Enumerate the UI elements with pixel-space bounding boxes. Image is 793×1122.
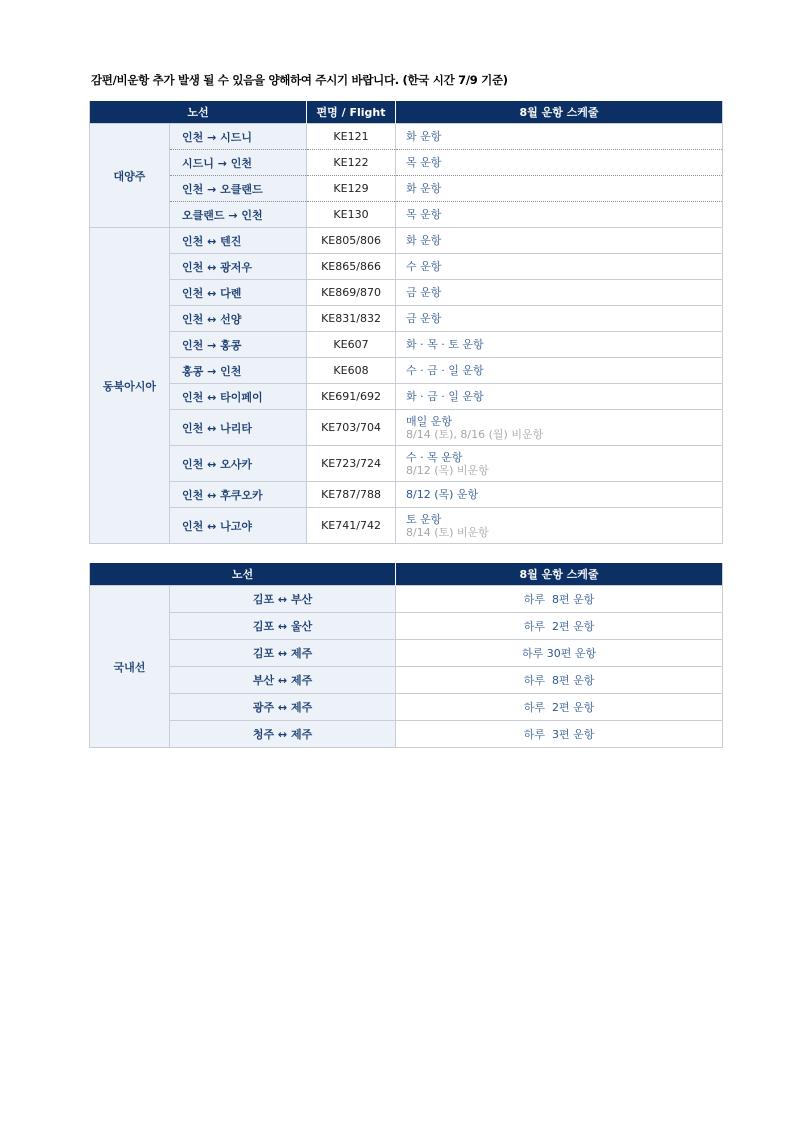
schedule-text: 수 운항 <box>406 260 442 273</box>
region-cell: 동북아시아 <box>90 228 170 544</box>
domestic-header-schedule: 8월 운항 스케줄 <box>396 563 723 586</box>
route-cell: 인천 ↔ 텐진 <box>170 228 307 254</box>
flight-number-cell: KE691/692 <box>307 384 396 410</box>
table-row <box>90 640 723 667</box>
schedule-text: 금 운항 <box>406 286 442 299</box>
flight-number-cell: KE741/742 <box>307 508 396 544</box>
route-cell: 인천 → 홍콩 <box>170 332 307 358</box>
flight-number-cell: KE831/832 <box>307 306 396 332</box>
schedule-cell <box>396 306 723 332</box>
route-cell: 김포 ↔ 제주 <box>170 640 396 667</box>
flight-number-cell: KE869/870 <box>307 280 396 306</box>
route-cell: 인천 ↔ 타이페이 <box>170 384 307 410</box>
header-route: 노선 <box>90 101 307 124</box>
route-cell: 부산 ↔ 제주 <box>170 667 396 694</box>
flight-number-cell: KE607 <box>307 332 396 358</box>
table-row <box>90 586 723 613</box>
schedule-cell <box>396 150 723 176</box>
flight-number-cell: KE129 <box>307 176 396 202</box>
schedule-note: 8/12 (목) 비운항 <box>406 463 489 477</box>
table-row <box>90 482 723 508</box>
table-row <box>90 410 723 446</box>
schedule-text: 토 운항 <box>406 512 442 526</box>
route-cell: 김포 ↔ 울산 <box>170 613 396 640</box>
route-cell: 청주 ↔ 제주 <box>170 721 396 748</box>
notice-text: 감편/비운항 추가 발생 될 수 있음을 양해하여 주시기 바랍니다. (한국 시간 7/9 기준) <box>91 73 508 87</box>
schedule-cell <box>396 482 723 508</box>
schedule-text: 목 운항 <box>406 156 442 169</box>
schedule-cell <box>396 176 723 202</box>
table-row <box>90 176 723 202</box>
flight-number-cell: KE121 <box>307 124 396 150</box>
route-cell: 홍콩 → 인천 <box>170 358 307 384</box>
schedule-text: 화 운항 <box>406 130 442 143</box>
schedule-text: 목 운항 <box>406 208 442 221</box>
schedule-text: 화 운항 <box>406 234 442 247</box>
schedule-cell <box>396 358 723 384</box>
header-schedule: 8월 운항 스케줄 <box>396 101 723 124</box>
schedule-text: 수 · 목 운항 <box>406 450 463 464</box>
schedule-cell <box>396 508 723 544</box>
table-row <box>90 613 723 640</box>
table-row <box>90 124 723 150</box>
schedule-text: 화 · 금 · 일 운항 <box>406 390 484 403</box>
schedule-cell: 하루 2편 운항 <box>396 613 723 640</box>
flight-number-cell: KE703/704 <box>307 410 396 446</box>
schedule-cell: 하루 8편 운항 <box>396 586 723 613</box>
schedule-cell <box>396 410 723 446</box>
flight-number-cell: KE865/866 <box>307 254 396 280</box>
route-cell: 인천 ↔ 선양 <box>170 306 307 332</box>
schedule-cell <box>396 124 723 150</box>
flight-number-cell: KE723/724 <box>307 446 396 482</box>
table-row <box>90 508 723 544</box>
schedule-cell <box>396 228 723 254</box>
schedule-text: 8/12 (목) 운항 <box>406 488 479 501</box>
flight-number-cell: KE130 <box>307 202 396 228</box>
region-cell: 국내선 <box>90 586 170 748</box>
table-row <box>90 228 723 254</box>
route-cell: 김포 ↔ 부산 <box>170 586 396 613</box>
schedule-cell <box>396 254 723 280</box>
route-cell: 인천 ↔ 다롄 <box>170 280 307 306</box>
schedule-cell <box>396 446 723 482</box>
table-row <box>90 332 723 358</box>
route-cell: 인천 ↔ 후쿠오카 <box>170 482 307 508</box>
route-cell: 오클랜드 → 인천 <box>170 202 307 228</box>
table-row <box>90 384 723 410</box>
schedule-cell <box>396 202 723 228</box>
flight-number-cell: KE608 <box>307 358 396 384</box>
table-row <box>90 202 723 228</box>
table-row <box>90 721 723 748</box>
schedule-cell: 하루 30편 운항 <box>396 640 723 667</box>
header-flight: 편명 / Flight <box>307 101 396 124</box>
table-row <box>90 446 723 482</box>
table-row <box>90 254 723 280</box>
domestic-schedule-table <box>89 563 723 748</box>
schedule-note: 8/14 (토) 비운항 <box>406 525 489 539</box>
table-row <box>90 667 723 694</box>
schedule-cell <box>396 280 723 306</box>
route-cell: 인천 → 시드니 <box>170 124 307 150</box>
schedule-cell <box>396 384 723 410</box>
table-row <box>90 280 723 306</box>
schedule-text: 매일 운항 <box>406 414 453 428</box>
route-cell: 인천 ↔ 광저우 <box>170 254 307 280</box>
schedule-text: 화 · 목 · 토 운항 <box>406 338 484 351</box>
schedule-note: 8/14 (토), 8/16 (월) 비운항 <box>406 427 544 441</box>
route-cell: 광주 ↔ 제주 <box>170 694 396 721</box>
schedule-text: 금 운항 <box>406 312 442 325</box>
table-row <box>90 150 723 176</box>
flight-number-cell: KE122 <box>307 150 396 176</box>
route-cell: 인천 ↔ 나고야 <box>170 508 307 544</box>
schedule-cell: 하루 2편 운항 <box>396 694 723 721</box>
schedule-cell: 하루 8편 운항 <box>396 667 723 694</box>
route-cell: 인천 ↔ 나리타 <box>170 410 307 446</box>
flight-number-cell: KE805/806 <box>307 228 396 254</box>
schedule-cell: 하루 3편 운항 <box>396 721 723 748</box>
region-cell: 대양주 <box>90 124 170 228</box>
table-row <box>90 694 723 721</box>
schedule-text: 화 운항 <box>406 182 442 195</box>
route-cell: 시드니 → 인천 <box>170 150 307 176</box>
route-cell: 인천 → 오클랜드 <box>170 176 307 202</box>
schedule-cell <box>396 332 723 358</box>
route-cell: 인천 ↔ 오사카 <box>170 446 307 482</box>
table-row <box>90 306 723 332</box>
table-row <box>90 358 723 384</box>
schedule-text: 수 · 금 · 일 운항 <box>406 364 484 377</box>
domestic-header-route: 노선 <box>90 563 396 586</box>
flight-number-cell: KE787/788 <box>307 482 396 508</box>
international-schedule-table <box>89 101 723 544</box>
